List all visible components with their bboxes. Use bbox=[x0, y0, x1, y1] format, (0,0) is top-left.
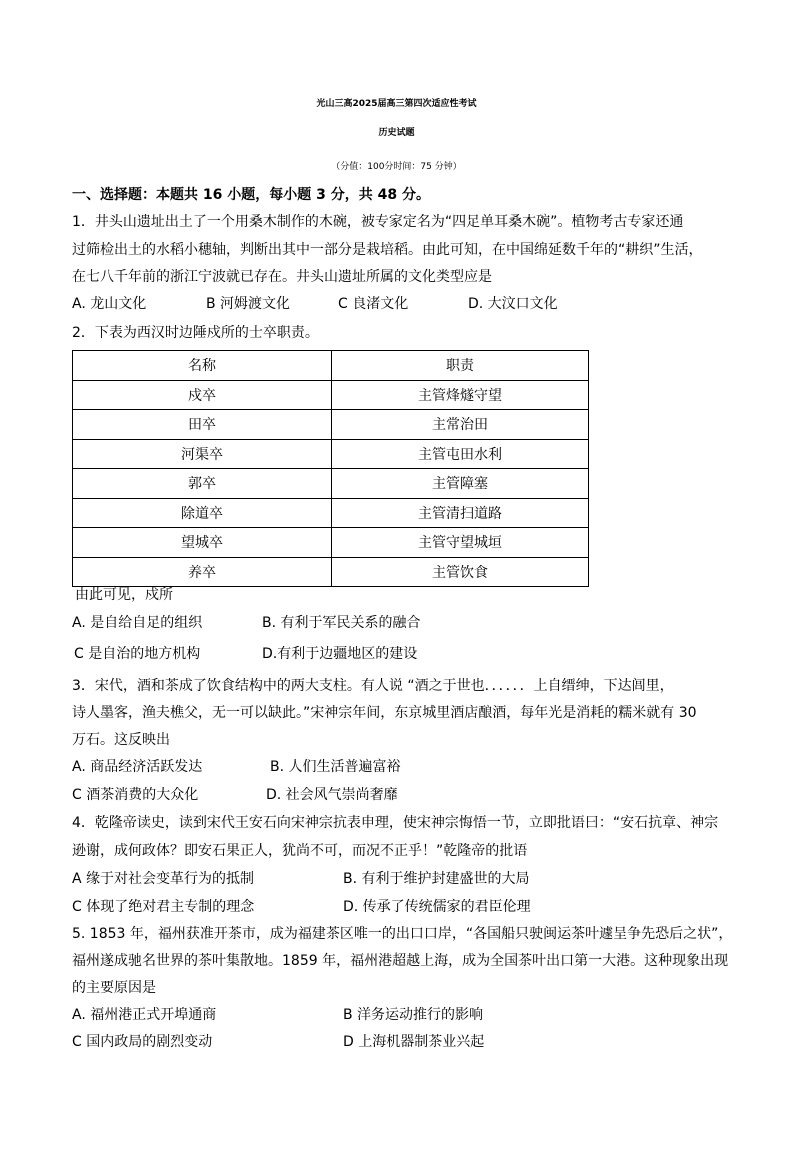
question-4-line: 4．乾隆帝读史，读到宋代王安石向宋神宗抗表申理，使宋神宗悔悟一节，立即批语曰：“安石抗章、神宗 bbox=[72, 815, 719, 831]
option-d[interactable]: D.有利于边疆地区的建设 bbox=[262, 646, 418, 662]
option-d[interactable]: D 上海机器制茶业兴起 bbox=[343, 1034, 485, 1050]
table-row bbox=[73, 380, 589, 410]
table-cell: 郭卒 bbox=[73, 469, 332, 499]
table-cell: 养卒 bbox=[73, 557, 332, 587]
question-4-line: 逊谢，成何政体？即安石果正人，犹尚不可，而况不正乎！”乾隆帝的批语 bbox=[72, 843, 528, 859]
table-cell: 田卒 bbox=[73, 410, 332, 440]
table-header: 职责 bbox=[332, 351, 589, 381]
table-cell: 主管清扫道路 bbox=[332, 498, 589, 528]
option-c[interactable]: C 体现了绝对君主专制的理念 bbox=[72, 899, 255, 915]
option-b[interactable]: B 河姆渡文化 bbox=[206, 296, 291, 312]
option-a[interactable]: A. 福州港正式开埠通商 bbox=[72, 1007, 217, 1023]
option-a[interactable]: A 缘于对社会变革行为的抵制 bbox=[72, 871, 255, 887]
question-1-line: 1．井头山遗址出土了一个用桑木制作的木碗，被专家定名为“四足单耳桑木碗”。植物考古专家还通 bbox=[72, 214, 684, 230]
table-cell: 主常治田 bbox=[332, 410, 589, 440]
option-c[interactable]: C 是自治的地方机构 bbox=[74, 646, 201, 662]
duties-table bbox=[72, 350, 589, 587]
option-b[interactable]: B. 人们生活普遍富裕 bbox=[270, 759, 401, 775]
table-row bbox=[73, 498, 589, 528]
table-cell: 戍卒 bbox=[73, 380, 332, 410]
question-1-line: 过筛检出土的水稻小穗轴，判断出其中一部分是栽培稻。由此可知，在中国绵延数千年的“耕织”生活， bbox=[72, 242, 703, 258]
table-cell: 主管烽燧守望 bbox=[332, 380, 589, 410]
question-5-line: 福州遂成驰名世界的茶叶集散地。1859 年，福州港超越上海，成为全国茶叶出口第一大港。这种现象出现 bbox=[72, 953, 729, 969]
option-c[interactable]: C 良渚文化 bbox=[338, 296, 409, 312]
table-row bbox=[73, 410, 589, 440]
option-d[interactable]: D. 传承了传统儒家的君臣伦理 bbox=[343, 899, 531, 915]
option-a[interactable]: A. 商品经济活跃发达 bbox=[72, 759, 203, 775]
table-cell: 除道卒 bbox=[73, 498, 332, 528]
option-a[interactable]: A. 龙山文化 bbox=[72, 296, 147, 312]
question-3-line: 诗人墨客，渔夫樵父，无一可以缺此。”宋神宗年间，东京城里酒店酿酒，每年光是消耗的糯米就有 30 bbox=[72, 705, 697, 721]
table-cell: 河渠卒 bbox=[73, 439, 332, 469]
table-header: 名称 bbox=[73, 351, 332, 381]
option-d[interactable]: D. 大汶口文化 bbox=[468, 296, 558, 312]
table-cell: 主管饮食 bbox=[332, 557, 589, 587]
question-2-followup: 由此可见，戍所 bbox=[75, 587, 173, 603]
option-b[interactable]: B 洋务运动推行的影响 bbox=[343, 1007, 484, 1023]
option-c[interactable]: C 国内政局的剧烈变动 bbox=[72, 1034, 213, 1050]
option-b[interactable]: B. 有利于维护封建盛世的大局 bbox=[343, 871, 530, 887]
option-d[interactable]: D. 社会风气崇尚奢靡 bbox=[266, 787, 398, 803]
option-c[interactable]: C 酒茶消费的大众化 bbox=[72, 787, 199, 803]
score-info: （分值：100分时间：75 分钟） bbox=[331, 162, 462, 172]
table-header-row bbox=[73, 351, 589, 381]
question-5-line: 的主要原因是 bbox=[72, 980, 156, 996]
table-row bbox=[73, 439, 589, 469]
option-b[interactable]: B. 有利于军民关系的融合 bbox=[262, 615, 421, 631]
exam-title: 光山三高2025届高三第四次适应性考试 bbox=[316, 99, 477, 109]
question-2-stem: 2．下表为西汉时边陲戍所的士卒职责。 bbox=[72, 325, 319, 341]
question-5-line: 5. 1853 年，福州获准开茶市，成为福建茶区唯一的出口口岸，“各国船只驶闽运茶叶遽呈争先恐后之状”， bbox=[72, 926, 733, 942]
table-cell: 望城卒 bbox=[73, 528, 332, 558]
question-1-line: 在七八千年前的浙江宁波就已存在。井头山遗址所属的文化类型应是 bbox=[72, 269, 492, 285]
table-row bbox=[73, 528, 589, 558]
table-cell: 主管屯田水利 bbox=[332, 439, 589, 469]
question-3-line: 3．宋代，酒和茶成了饮食结构中的两大支柱。有人说 “酒之于世也．．．．．．上自缙绅，下达闾里， bbox=[72, 678, 674, 694]
option-a[interactable]: A. 是自给自足的组织 bbox=[72, 615, 203, 631]
table-cell: 主管障塞 bbox=[332, 469, 589, 499]
question-3-line: 万石。这反映出 bbox=[72, 732, 170, 748]
table-row bbox=[73, 557, 589, 587]
section-heading: 一、选择题：本题共 16 小题，每小题 3 分，共 48 分。 bbox=[72, 187, 430, 203]
exam-subject: 历史试题 bbox=[378, 128, 415, 138]
table-row bbox=[73, 469, 589, 499]
table-cell: 主管守望城垣 bbox=[332, 528, 589, 558]
